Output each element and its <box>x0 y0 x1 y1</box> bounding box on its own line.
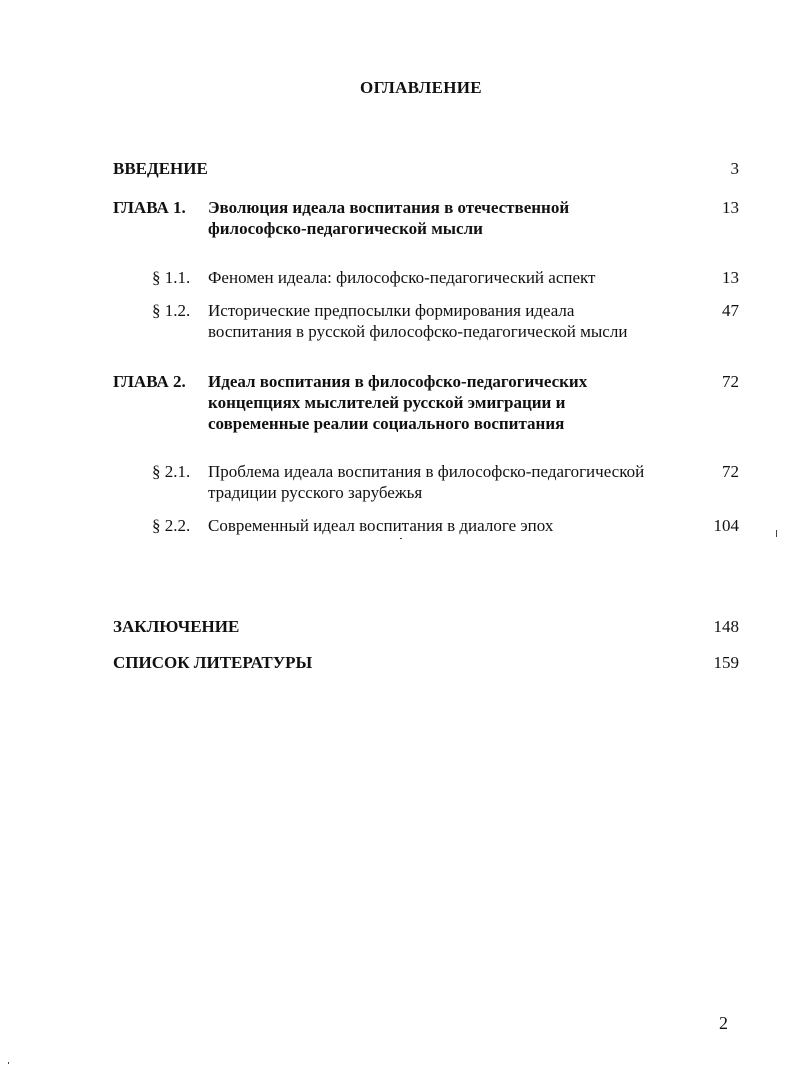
toc-section-2-1-page: 72 <box>722 462 739 481</box>
toc-section-2-2-label: § 2.2. <box>152 516 191 535</box>
toc-chapter2-title-line1: Идеал воспитания в философско-педагогических <box>208 372 588 391</box>
scan-mark <box>776 530 777 537</box>
toc-section-2-1-label: § 2.1. <box>152 462 191 481</box>
toc-section-2-2-page: 104 <box>713 516 739 535</box>
toc-chapter2-label: ГЛАВА 2. <box>113 372 186 391</box>
toc-section-1-1-label: § 1.1. <box>152 268 191 287</box>
toc-chapter1-page: 13 <box>722 198 739 217</box>
toc-section-1-1-page: 13 <box>722 268 739 287</box>
toc-page-introduction: 3 <box>730 159 739 178</box>
toc-chapter2-page: 72 <box>722 372 739 391</box>
scan-speck <box>8 1062 9 1064</box>
toc-chapter1-title-line1: Эволюция идеала воспитания в отечественной <box>208 198 570 217</box>
toc-entry-bibliography: СПИСОК ЛИТЕРАТУРЫ <box>113 653 313 672</box>
toc-section-1-2-title-line1: Исторические предпосылки формирования идеала <box>208 301 575 320</box>
toc-section-2-1-title-line1: Проблема идеала воспитания в философско-педагогической <box>208 462 645 481</box>
toc-page-bibliography: 159 <box>713 653 739 672</box>
toc-chapter1-label: ГЛАВА 1. <box>113 198 186 217</box>
toc-title: ОГЛАВЛЕНИЕ <box>360 78 482 97</box>
scan-speck <box>400 538 402 539</box>
page-number: 2 <box>719 1013 728 1033</box>
toc-section-1-1-title: Феномен идеала: философско-педагогический аспект <box>208 268 596 287</box>
toc-chapter2-title-line2: концепциях мыслителей русской эмиграции и <box>208 393 566 412</box>
toc-chapter1-title-line2: философско-педагогической мысли <box>208 219 483 238</box>
toc-section-2-2-title: Современный идеал воспитания в диалоге эпох <box>208 516 554 535</box>
toc-page-conclusion: 148 <box>713 617 739 636</box>
toc-section-2-1-title-line2: традиции русского зарубежья <box>208 483 423 502</box>
toc-chapter2-title-line3: современные реалии социального воспитания <box>208 414 565 433</box>
toc-section-1-2-page: 47 <box>722 301 739 320</box>
toc-section-1-2-title-line2: воспитания в русской философско-педагогической мысли <box>208 322 628 341</box>
toc-entry-introduction: ВВЕДЕНИЕ <box>113 159 208 178</box>
toc-entry-conclusion: ЗАКЛЮЧЕНИЕ <box>113 617 240 636</box>
toc-section-1-2-label: § 1.2. <box>152 301 191 320</box>
